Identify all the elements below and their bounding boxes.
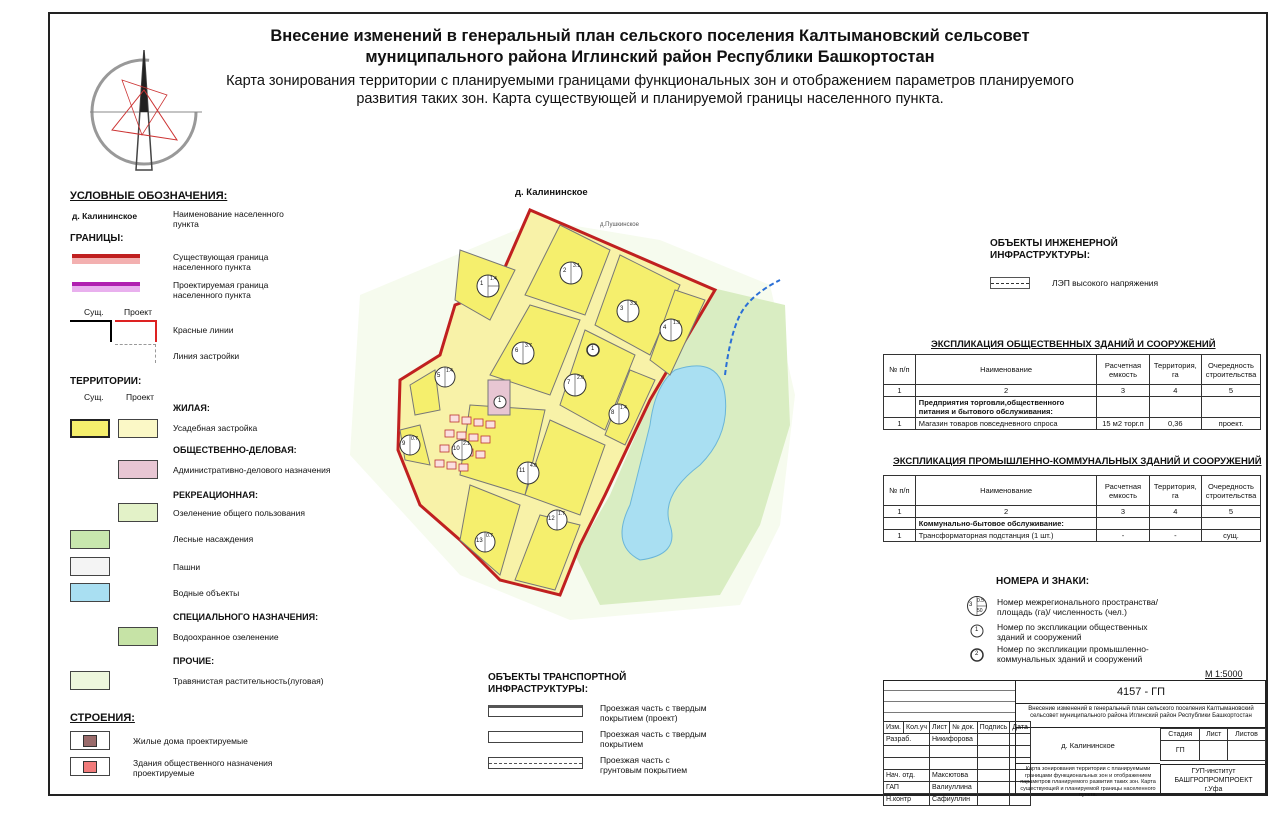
swatch-build-line bbox=[115, 344, 156, 363]
swatch-public bbox=[118, 460, 158, 479]
it-row-area: - bbox=[1149, 530, 1201, 542]
industrial-marker-num: 1 bbox=[591, 346, 595, 352]
st-hdr-6: Дата bbox=[1010, 722, 1031, 734]
stamp-signatures bbox=[883, 721, 1031, 806]
title-line-1: Внесение изменений в генеральный план сельского поселения Калтымановский сельсовет bbox=[270, 27, 1030, 45]
block-11-num: 11 bbox=[519, 468, 526, 474]
subtitle-line-2: развития таких зон. Карта существующей и планируемой границы населенного пункта. bbox=[356, 91, 944, 107]
block-10-area: 2.1 bbox=[463, 441, 470, 447]
swatch-public-buildings bbox=[70, 757, 110, 776]
block-10-num: 10 bbox=[453, 446, 460, 452]
legend-build-line: Линия застройки bbox=[173, 351, 240, 361]
stamp-place: д. Калининское bbox=[1015, 728, 1160, 764]
block-7-num: 7 bbox=[567, 380, 571, 386]
subtitle-line-1: Карта зонирования территории с планируемыми границами функциональных зон и отображением параметров планируемого bbox=[226, 73, 1074, 89]
pt-num-1: 1 bbox=[884, 385, 916, 397]
block-1-area: 1.4 bbox=[490, 276, 497, 282]
sign-block-area: 0.5 bbox=[977, 598, 984, 604]
block-2-num: 2 bbox=[563, 268, 567, 274]
swatch-houses bbox=[70, 731, 110, 750]
it-row-name: Трансформаторная подстанция (1 шт.) bbox=[915, 530, 1097, 542]
swatch-forest bbox=[70, 530, 110, 549]
stamp-org-3: г.Уфа bbox=[1204, 786, 1223, 793]
block-2-area: 3.1 bbox=[573, 263, 580, 269]
block-11-area: 4.0 bbox=[530, 463, 537, 469]
pt-row-name: Магазин товаров повседневного спроса bbox=[915, 418, 1097, 430]
st-hdr-5: Подпись bbox=[977, 722, 1010, 734]
swatch-protective bbox=[118, 627, 158, 646]
st-nkontr-name: Сафиуллин bbox=[930, 794, 978, 806]
swatch-green-public bbox=[118, 503, 158, 522]
swatch-dirt bbox=[488, 757, 583, 769]
it-num-1: 1 bbox=[884, 506, 916, 518]
block-5-num: 5 bbox=[437, 373, 441, 379]
swatch-red-line-proj bbox=[115, 320, 157, 342]
signs-block-desc: Номер межрегионального пространства/ площадь (га)/ численность (чел.) bbox=[997, 597, 1158, 617]
pt-num-5: 5 bbox=[1201, 385, 1260, 397]
block-8-num: 8 bbox=[611, 410, 615, 416]
industrial-table-heading: ЭКСПЛИКАЦИЯ ПРОМЫШЛЕННО-КОММУНАЛЬНЫХ ЗДАНИЙ И СООРУЖЕНИЙ bbox=[893, 456, 1262, 467]
block-9-area: 0.7 bbox=[411, 436, 418, 442]
legend-protective: Водоохранное озеленение bbox=[173, 632, 279, 642]
pt-col-2: Наименование bbox=[915, 355, 1097, 385]
transport-dirt: Проезжая часть с грунтовым покрытием bbox=[600, 755, 688, 775]
legend-border-planned: Проектируемая граница населенного пункта bbox=[173, 280, 269, 300]
legend-territories-heading: ТЕРРИТОРИИ: bbox=[70, 376, 142, 387]
st-hdr-1: Изм. bbox=[884, 722, 904, 734]
it-row-stage: сущ. bbox=[1201, 530, 1260, 542]
industrial-table bbox=[883, 475, 1261, 542]
map-markers bbox=[340, 195, 800, 625]
stamp-org-1: ГУП-институт bbox=[1191, 768, 1236, 775]
legend-settlement-desc: Наименование населенного пункта bbox=[173, 209, 284, 229]
legend-water: Водные объекты bbox=[173, 588, 240, 598]
public-table-heading: ЭКСПЛИКАЦИЯ ОБЩЕСТВЕННЫХ ЗДАНИЙ И СООРУЖЕНИЙ bbox=[931, 339, 1216, 350]
transport-paved-proj: Проезжая часть с твердым покрытием (проект) bbox=[600, 703, 707, 723]
legend-red-lines: Красные линии bbox=[173, 325, 234, 335]
legend-col-exist: Сущ. bbox=[84, 307, 104, 317]
block-3-area: 3.2 bbox=[630, 301, 637, 307]
signs-industrial-desc: Номер по экспликации промышленно-коммунальных зданий и сооружений bbox=[997, 644, 1149, 664]
legend-col-exist2: Сущ. bbox=[84, 392, 104, 402]
swatch-border-existing bbox=[72, 252, 140, 266]
pt-col-1: № п/п bbox=[884, 355, 916, 385]
legend-borders-heading: ГРАНИЦЫ: bbox=[70, 233, 124, 244]
legend-special-heading: СПЕЦИАЛЬНОГО НАЗНАЧЕНИЯ: bbox=[173, 612, 319, 622]
stamp-sheet-title: Карта зонирования территории с планируемыми границами функциональных зон и отображением параметров планируемого развития таких зон. Карта существующей и планируемой границы населенного пункта. bbox=[1015, 764, 1160, 794]
legend-heading: УСЛОВНЫЕ ОБОЗНАЧЕНИЯ: bbox=[70, 190, 228, 202]
it-col-5: Очередность строительства bbox=[1201, 476, 1260, 506]
stamp-org bbox=[1160, 764, 1266, 794]
transport-paved: Проезжая часть с твердым покрытием bbox=[600, 729, 707, 749]
legend-forest: Лесные насаждения bbox=[173, 534, 254, 544]
st-nach: Нач. отд. bbox=[884, 770, 930, 782]
legend-green-public: Озеленение общего пользования bbox=[173, 508, 305, 518]
sign-block-pop: 50 bbox=[977, 608, 983, 614]
block-marker-4 bbox=[658, 317, 684, 343]
map-settlement-label: д. Калининское bbox=[515, 187, 588, 198]
public-marker-num: 1 bbox=[498, 398, 502, 404]
st-sheet-h: Лист bbox=[1200, 729, 1228, 741]
stamp-stage-table bbox=[1160, 728, 1266, 761]
block-7-area: 2.0 bbox=[577, 375, 584, 381]
legend-recreation-heading: РЕКРЕАЦИОННАЯ: bbox=[173, 490, 259, 500]
swatch-paved-proj bbox=[488, 705, 583, 717]
pt-num-2: 2 bbox=[915, 385, 1097, 397]
pt-group: Предприятия торговли,общественного питания и бытового обслуживания: bbox=[915, 397, 1097, 418]
it-col-2: Наименование bbox=[915, 476, 1097, 506]
scale-label: М 1:5000 bbox=[1205, 669, 1243, 679]
legend-other-heading: ПРОЧИЕ: bbox=[173, 656, 215, 666]
pt-col-4: Территория, га bbox=[1149, 355, 1201, 385]
swatch-grass bbox=[70, 671, 110, 690]
block-9-num: 9 bbox=[402, 441, 406, 447]
block-marker-6 bbox=[510, 340, 536, 366]
block-marker-1 bbox=[475, 273, 501, 299]
block-5-area: 1.4 bbox=[446, 368, 453, 374]
block-12-area: 1.7 bbox=[558, 511, 565, 517]
it-col-3: Расчетная емкость bbox=[1097, 476, 1149, 506]
block-13-num: 13 bbox=[476, 538, 483, 544]
st-stage: ГП bbox=[1161, 741, 1200, 761]
block-13-area: 0.7 bbox=[486, 533, 493, 539]
it-col-1: № п/п bbox=[884, 476, 916, 506]
map-road-label: д.Пушкинское bbox=[600, 222, 639, 228]
legend-residential: Усадебная застройка bbox=[173, 423, 258, 433]
title-line-2: муниципального района Иглинский район Республики Башкортостан bbox=[365, 48, 935, 66]
st-nach-name: Максютова bbox=[930, 770, 978, 782]
it-row-cap: - bbox=[1097, 530, 1149, 542]
legend-public-buildings: Здания общественного назначения проектируемые bbox=[133, 758, 273, 778]
pt-col-5: Очередность строительства bbox=[1201, 355, 1260, 385]
block-marker-7 bbox=[562, 372, 588, 398]
block-6-area: 3.7 bbox=[525, 343, 532, 349]
st-nkontr: Н.контр bbox=[884, 794, 930, 806]
block-4-area: 1.9 bbox=[673, 320, 680, 326]
it-num-3: 3 bbox=[1097, 506, 1149, 518]
block-marker-2 bbox=[558, 260, 584, 286]
st-sheets-h: Листов bbox=[1228, 729, 1266, 741]
swatch-water bbox=[70, 583, 110, 602]
public-table bbox=[883, 354, 1261, 430]
swatch-residential-exist bbox=[70, 419, 110, 438]
legend-col-proj: Проект bbox=[124, 307, 152, 317]
signs-heading: НОМЕРА И ЗНАКИ: bbox=[996, 576, 1090, 587]
legend-grass: Травянистая растительность(луговая) bbox=[173, 676, 324, 686]
pt-num-4: 4 bbox=[1149, 385, 1201, 397]
compass-logo bbox=[82, 40, 202, 180]
engineering-heading: ОБЪЕКТЫ ИНЖЕНЕРНОЙ ИНФРАСТРУКТУРЫ: bbox=[990, 238, 1118, 261]
st-stage-h: Стадия bbox=[1161, 729, 1200, 741]
legend-buildings-heading: СТРОЕНИЯ: bbox=[70, 712, 135, 724]
swatch-power-line bbox=[990, 277, 1030, 289]
st-hdr-3: Лист bbox=[930, 722, 950, 734]
swatch-residential-proj bbox=[118, 419, 158, 438]
st-hdr-4: № док. bbox=[950, 722, 977, 734]
legend-residential-heading: ЖИЛАЯ: bbox=[173, 403, 210, 413]
st-razrab-name: Никифорова bbox=[930, 734, 978, 746]
legend-settlement-sample: д. Калининское bbox=[72, 211, 138, 221]
it-group: Коммунально-бытовое обслуживание: bbox=[915, 518, 1097, 530]
pt-row-stage: проект. bbox=[1201, 418, 1260, 430]
it-num-2: 2 bbox=[915, 506, 1097, 518]
st-gap: ГАП bbox=[884, 782, 930, 794]
legend-border-existing: Существующая граница населенного пункта bbox=[173, 252, 269, 272]
signs-public-desc: Номер по экспликации общественных зданий и сооружений bbox=[997, 622, 1148, 642]
block-4-num: 4 bbox=[663, 325, 667, 331]
legend-col-proj2: Проект bbox=[126, 392, 154, 402]
sign-public-num: 1 bbox=[975, 627, 979, 633]
st-gap-name: Валиуллина bbox=[930, 782, 978, 794]
block-1-num: 1 bbox=[480, 281, 484, 287]
swatch-paved bbox=[488, 731, 583, 743]
legend-public-heading: ОБЩЕСТВЕННО-ДЕЛОВАЯ: bbox=[173, 445, 297, 455]
it-num-5: 5 bbox=[1201, 506, 1260, 518]
block-3-num: 3 bbox=[620, 306, 624, 312]
it-col-4: Территория, га bbox=[1149, 476, 1201, 506]
swatch-arable bbox=[70, 557, 110, 576]
engineering-power-line: ЛЭП высокого напряжения bbox=[1052, 278, 1159, 288]
block-6-num: 6 bbox=[515, 348, 519, 354]
sign-block-num: 3 bbox=[969, 602, 973, 608]
stamp-org-2: БАШГРОПРОМПРОЕКТ bbox=[1174, 777, 1253, 784]
st-hdr-2: Кол.уч bbox=[904, 722, 930, 734]
pt-row-area: 0,36 bbox=[1149, 418, 1201, 430]
stamp-project: Внесение изменений в генеральный план сельского поселения Калтымановский сельсовет муниципального района Иглинский район Республики Башкортостан bbox=[1015, 704, 1266, 728]
pt-num-3: 3 bbox=[1097, 385, 1149, 397]
sign-industrial-num: 2 bbox=[975, 651, 979, 657]
transport-heading: ОБЪЕКТЫ ТРАНСПОРТНОЙ ИНФРАСТРУКТУРЫ: bbox=[488, 672, 627, 695]
stamp-code: 4157 - ГП bbox=[1015, 680, 1266, 704]
block-marker-3 bbox=[615, 298, 641, 324]
block-8-area: 1.4 bbox=[620, 405, 627, 411]
swatch-red-line-exist bbox=[70, 320, 112, 342]
legend-houses: Жилые дома проектируемые bbox=[133, 736, 248, 746]
pt-row-cap: 15 м2 торг.п bbox=[1097, 418, 1149, 430]
pt-row-num: 1 bbox=[884, 418, 916, 430]
legend-public: Административно-делового назначения bbox=[173, 465, 331, 475]
legend-arable: Пашни bbox=[173, 562, 201, 572]
it-num-4: 4 bbox=[1149, 506, 1201, 518]
it-row-num: 1 bbox=[884, 530, 916, 542]
block-12-num: 12 bbox=[548, 516, 555, 522]
swatch-border-planned bbox=[72, 280, 140, 294]
pt-col-3: Расчетная емкость bbox=[1097, 355, 1149, 385]
st-razrab: Разраб. bbox=[884, 734, 930, 746]
